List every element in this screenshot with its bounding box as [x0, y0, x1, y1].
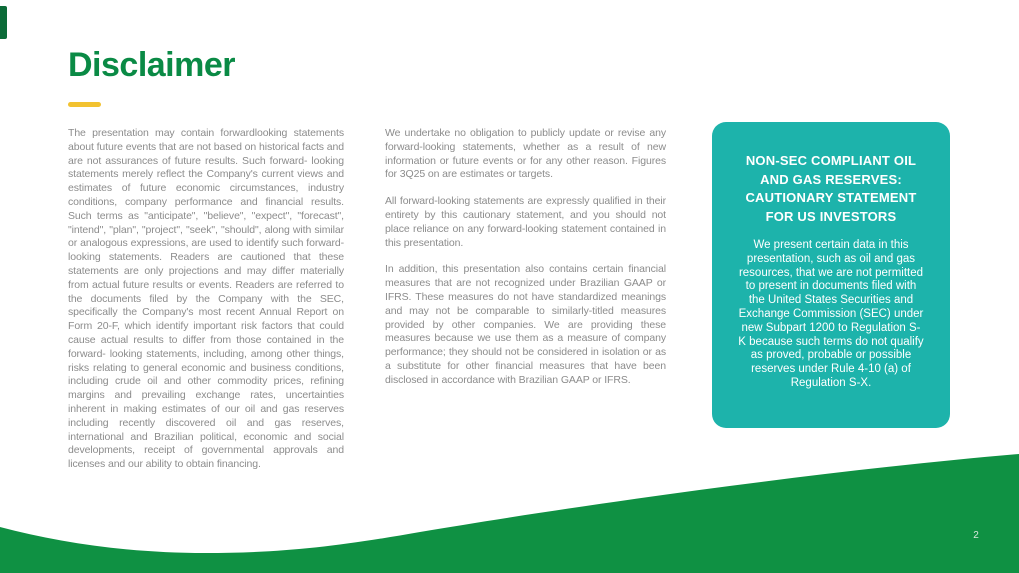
footer-wave-graphic: [0, 450, 1019, 573]
disclaimer-left-column: [68, 127, 344, 485]
page-title: Disclaimer: [68, 46, 235, 84]
middle-column-paragraph-3: In addition, this presentation also contains certain financial measures that are not recognized under Brazilian GAAP or IFRS. These measures do not have standardized meanings and may not be comparable to similarly-titled measures provided by other companies. We are providing these measures because we use them as a measure of company performance; they should not be considered in isolation or as a substitute for other financial measures that have been disclosed in accordance with Brazilian GAAP or IFRS.: [385, 263, 666, 386]
middle-column-paragraph-1: We undertake no obligation to publicly update or revise any forward-looking statements, whether as a result of new information or future events or for any other reason. Figures for 3Q25 on are estimates or targets.: [385, 127, 666, 181]
left-column-paragraph: The presentation may contain forwardlooking statements about future events that are not based on historical facts and are not assurances of future results. Such forward- looking statements merely reflect the Company's current views and estimates of future economic circumstances, industry conditions, company performance and financial results. Such terms as "anticipate", "believe", "expect", "forecast", "intend", "plan", "project", "seek", "should", along with similar or analogous expressions, are used to identify such forward-looking statements. Readers are cautioned that these statements are only projections and may differ materially from actual future results or events. Readers are referred to the documents filed by the Company with the SEC, specifically the Company's most recent Annual Report on Form 20-F, which identify important risk factors that could cause actual results to differ from those contained in the forward- looking statements, including, among other things, risks relating to general economic and business conditions, including crude oil and other commodity prices, refining margins and prevailing exchange rates, uncertainties inherent in making estimates of our oil and gas reserves including recently discovered oil and gas reserves, international and Brazilian political, economic and social developments, receipt of governmental approvals and licenses and our ability to obtain financing.: [68, 127, 344, 471]
callout-heading: NON-SEC COMPLIANT OIL AND GAS RESERVES: CAUTIONARY STATEMENT FOR US INVESTORS: [745, 153, 917, 224]
page-number: 2: [973, 530, 979, 541]
middle-column-paragraph-2: All forward-looking statements are expressly qualified in their entirety by this cautionary statement, and you should not place reliance on any forward-looking statement contained in this presentation.: [385, 195, 666, 249]
callout-body: We present certain data in this presentation, such as oil and gas resources, that we are not permitted to present in documents filed with the United States Securities and Exchange Commission (SEC) under new Subpart 1200 to Regulation S-K because such terms do not qualify as proved, probable or possible reserves under Rule 4-10 (a) of Regulation S-X.: [738, 239, 924, 389]
title-underline-accent: [68, 102, 101, 107]
disclaimer-middle-column: [385, 127, 666, 401]
callout-card: [712, 122, 950, 428]
corner-accent-bar: [0, 6, 7, 39]
